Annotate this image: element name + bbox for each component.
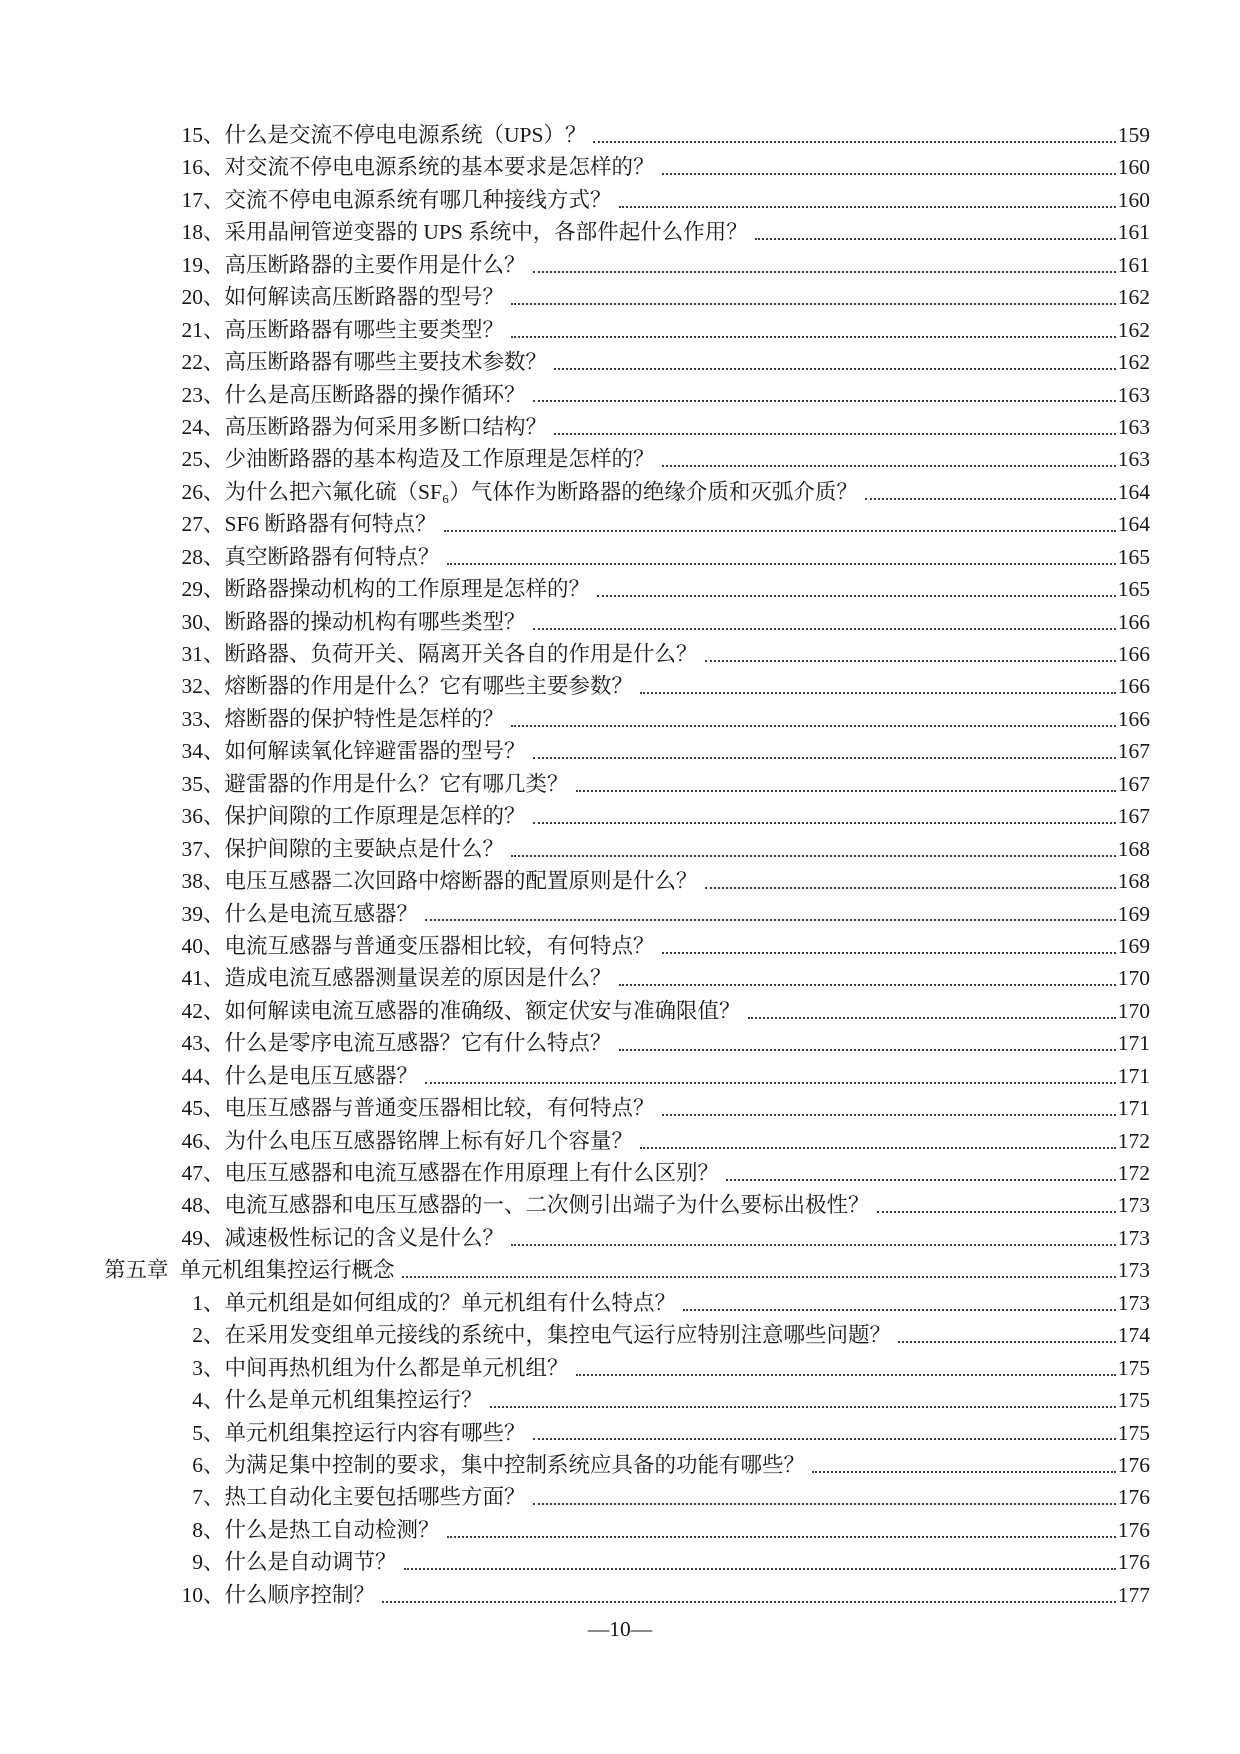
- toc-entry-page: 162: [1117, 285, 1150, 310]
- toc-entry-title: 如何解读电流互感器的准确级、额定伏安与准确限值？: [224, 998, 741, 1023]
- toc-entry-number: 16: [181, 155, 203, 180]
- toc-entry-separator: 、: [203, 1452, 225, 1477]
- toc-entry-separator: 、: [203, 933, 225, 958]
- toc-entry: [0, 1319, 1150, 1351]
- toc-entry-title: 保护间隙的工作原理是怎样的？: [224, 804, 526, 829]
- toc-entry-title: 电流互感器与普通变压器相比较，有何特点？: [224, 933, 655, 958]
- toc-entry-separator: 、: [203, 1485, 225, 1510]
- dot-leader: [619, 206, 1116, 208]
- toc-entry-separator: 、: [203, 1420, 225, 1445]
- toc-entry-separator: 、: [203, 414, 225, 439]
- toc-entry-separator: 、: [203, 674, 225, 699]
- toc-entry-page: 162: [1117, 350, 1150, 375]
- toc-entry-title: 高压断路器为何采用多断口结构？: [224, 414, 548, 439]
- toc-entry: [0, 865, 1150, 897]
- dot-leader: [619, 984, 1116, 986]
- toc-entry-number: 24: [181, 414, 203, 439]
- toc-entry: [0, 573, 1150, 605]
- dot-leader: [490, 1406, 1116, 1408]
- toc-entry-title: 断路器的操动机构有哪些类型？: [224, 609, 526, 634]
- toc-entry-page: 169: [1117, 901, 1150, 926]
- toc-entry: [0, 249, 1150, 281]
- toc-entry-title: 交流不停电电源系统有哪几种接线方式？: [224, 187, 612, 212]
- toc-entry-number: 48: [181, 1193, 203, 1218]
- toc-entry-page: 166: [1117, 642, 1150, 666]
- toc-entry-page: 161: [1117, 252, 1150, 277]
- dot-leader: [447, 1536, 1116, 1538]
- dot-leader: [662, 465, 1116, 467]
- toc-entry: [0, 151, 1150, 183]
- toc-entry-number: 22: [181, 350, 203, 375]
- dot-leader: [619, 1049, 1116, 1051]
- toc-entry-separator: 、: [203, 123, 225, 147]
- toc-entry-number: 34: [181, 739, 203, 764]
- toc-entry-separator: 、: [203, 512, 225, 537]
- toc-entry-number: 44: [181, 1063, 203, 1088]
- toc-chapter-label: 第五章: [104, 1258, 169, 1283]
- toc-entry-separator: 、: [203, 1225, 225, 1250]
- dot-leader: [812, 1471, 1116, 1473]
- dot-leader: [662, 1114, 1116, 1116]
- toc-entry-title: 为什么电压互感器铭牌上标有好几个容量？: [224, 1128, 634, 1153]
- dot-leader: [705, 660, 1116, 662]
- toc-entry-number: 47: [181, 1161, 203, 1185]
- toc-entry-page: 162: [1117, 317, 1150, 342]
- dot-leader: [425, 919, 1116, 921]
- toc-entry-separator: 、: [203, 1388, 225, 1413]
- toc-entry-number: 2: [192, 1323, 203, 1348]
- toc-entry-separator: 、: [203, 1031, 225, 1056]
- dot-leader: [533, 400, 1116, 402]
- toc-entry-page: 174: [1117, 1323, 1150, 1348]
- toc-entry: [0, 703, 1150, 735]
- page-number: —10—: [587, 1617, 653, 1641]
- toc-entry-title: 如何解读高压断路器的型号？: [224, 285, 505, 310]
- toc-entry: [0, 1157, 1150, 1189]
- dot-leader: [533, 1438, 1116, 1440]
- toc-entry-number: 29: [181, 577, 203, 602]
- toc-entry-separator: 、: [203, 1290, 225, 1315]
- toc-entry-separator: 、: [203, 479, 225, 504]
- toc-entry-number: 26: [181, 479, 203, 504]
- toc-entry-page: 173: [1117, 1290, 1150, 1315]
- toc-entry-title: 什么是自动调节？: [224, 1550, 397, 1575]
- toc-entry-title: 电压互感器二次回路中熔断器的配置原则是什么？: [224, 869, 698, 894]
- toc-entry-separator: 、: [203, 1128, 225, 1153]
- dot-leader: [640, 1147, 1116, 1149]
- toc-entry-number: 28: [181, 544, 203, 569]
- toc-entry-page: 166: [1117, 674, 1150, 699]
- toc-entry-title: 对交流不停电电源系统的基本要求是怎样的？: [224, 155, 655, 180]
- dot-leader: [593, 141, 1115, 143]
- toc-entry-number: 15: [181, 123, 203, 147]
- toc-entry-number: 19: [181, 252, 203, 277]
- toc-entry-number: 10: [181, 1582, 203, 1607]
- toc-entry: [0, 1384, 1150, 1416]
- toc-entry-page: 160: [1117, 155, 1150, 180]
- toc-entry-separator: 、: [203, 252, 225, 277]
- toc-entry: [0, 379, 1150, 411]
- toc-entry-page: 170: [1117, 966, 1150, 991]
- toc-entry-page: 163: [1117, 447, 1150, 472]
- toc-entry-number: 7: [192, 1485, 203, 1510]
- toc-entry-page: 160: [1117, 187, 1150, 212]
- toc-entry: [0, 1027, 1150, 1059]
- toc-entry-separator: 、: [203, 771, 225, 796]
- toc-entry-number: 18: [181, 220, 203, 245]
- toc-entry: [0, 443, 1150, 475]
- toc-entry-page: 166: [1117, 609, 1150, 634]
- toc-entry: [0, 184, 1150, 216]
- toc-entry: [0, 1449, 1150, 1481]
- toc-entry-separator: 、: [203, 1096, 225, 1121]
- toc-entry-separator: 、: [203, 544, 225, 569]
- toc-entry-separator: 、: [203, 1355, 225, 1380]
- toc-entry-page: 171: [1117, 1063, 1150, 1088]
- toc-chapter-entry: [0, 1254, 1150, 1286]
- toc-entry-title: 什么是交流不停电电源系统（UPS）？: [224, 123, 587, 147]
- toc-entry-number: 42: [181, 998, 203, 1023]
- toc-entry-separator: 、: [203, 220, 225, 245]
- toc-entry-separator: 、: [203, 1323, 225, 1348]
- toc-entry-separator: 、: [203, 706, 225, 731]
- toc-entry-separator: 、: [203, 1193, 225, 1218]
- toc-entry: [0, 1125, 1150, 1157]
- toc-entry-number: 46: [181, 1128, 203, 1153]
- toc-entry: [0, 670, 1150, 702]
- dot-leader: [726, 1179, 1116, 1181]
- toc-entry-separator: 、: [203, 739, 225, 764]
- toc-entry-page: 166: [1117, 706, 1150, 731]
- toc-entry: [0, 1189, 1150, 1221]
- dot-leader: [576, 1374, 1116, 1376]
- toc-entry-page: 175: [1117, 1388, 1150, 1413]
- toc-entry-page: 165: [1117, 544, 1150, 569]
- toc-entry-number: 41: [181, 966, 203, 991]
- toc-entry-page: 167: [1117, 739, 1150, 764]
- dot-leader: [865, 498, 1116, 500]
- toc-entry: [0, 1060, 1150, 1092]
- toc-entry-separator: 、: [203, 155, 225, 180]
- toc-entry: [0, 314, 1150, 346]
- toc-entry-title: 熔断器的作用是什么？它有哪些主要参数？: [224, 674, 634, 699]
- toc-entry: [0, 1222, 1150, 1254]
- toc-entry-title: 电流互感器和电压互感器的一、二次侧引出端子为什么要标出极性？: [224, 1193, 870, 1218]
- toc-entry: [0, 541, 1150, 573]
- toc-entry-number: 17: [181, 187, 203, 212]
- toc-entry-page: 172: [1117, 1161, 1150, 1185]
- toc-entry: [0, 898, 1150, 930]
- toc-entry: [0, 1579, 1150, 1611]
- toc-entry-title: 什么是高压断路器的操作循环？: [224, 382, 526, 407]
- toc-entry-page: 168: [1117, 869, 1150, 894]
- toc-entry-separator: 、: [203, 350, 225, 375]
- toc-entry-number: 43: [181, 1031, 203, 1056]
- toc-entry-page: 175: [1117, 1355, 1150, 1380]
- toc-entry-title: 电压互感器与普通变压器相比较，有何特点？: [224, 1096, 655, 1121]
- toc-entry-title: 为满足集中控制的要求，集中控制系统应具备的功能有哪些？: [224, 1452, 806, 1477]
- dot-leader: [425, 1082, 1116, 1084]
- dot-leader: [533, 757, 1116, 759]
- toc-entry-page: 169: [1117, 933, 1150, 958]
- toc-entry-separator: 、: [203, 1517, 225, 1542]
- toc-entry-separator: 、: [203, 966, 225, 991]
- toc-entry-number: 49: [181, 1225, 203, 1250]
- toc-entry-page: 163: [1117, 382, 1150, 407]
- toc-entry-title: 为什么把六氟化硫（SF₆）气体作为断路器的绝缘介质和灭弧介质？: [224, 479, 858, 504]
- toc-entry-number: 39: [181, 901, 203, 926]
- toc-entry-title: 少油断路器的基本构造及工作原理是怎样的？: [224, 447, 655, 472]
- toc-entry: [0, 930, 1150, 962]
- toc-entry-title: 如何解读氧化锌避雷器的型号？: [224, 739, 526, 764]
- toc-entry-page: 175: [1117, 1420, 1150, 1445]
- toc-entry: [0, 1092, 1150, 1124]
- toc-entry-number: 31: [181, 642, 203, 666]
- toc-entry-page: 177: [1117, 1582, 1150, 1607]
- toc-entry-page: 170: [1117, 998, 1150, 1023]
- dot-leader: [404, 1568, 1116, 1570]
- toc-entry-title: 断路器、负荷开关、隔离开关各自的作用是什么？: [224, 642, 698, 666]
- toc-entry-number: 21: [181, 317, 203, 342]
- toc-entry-title: 在采用发变组单元接线的系统中，集控电气运行应特别注意哪些问题？: [224, 1323, 892, 1348]
- toc-entry-title: 电压互感器和电流互感器在作用原理上有什么区别？: [224, 1161, 720, 1185]
- toc-entry-separator: 、: [203, 804, 225, 829]
- toc-entry-separator: 、: [203, 285, 225, 310]
- dot-leader: [877, 1211, 1116, 1213]
- toc-entry: [0, 638, 1150, 670]
- toc-entry-separator: 、: [203, 836, 225, 861]
- toc-entry-number: 3: [192, 1355, 203, 1380]
- toc-entry: [0, 1352, 1150, 1384]
- toc-entry-page: 173: [1117, 1225, 1150, 1250]
- toc-entry-number: 4: [192, 1388, 203, 1413]
- toc-entry: [0, 346, 1150, 378]
- toc-entry: [0, 768, 1150, 800]
- toc-entry: [0, 1481, 1150, 1513]
- toc-entry-separator: 、: [203, 317, 225, 342]
- toc-entry-separator: 、: [203, 1550, 225, 1575]
- toc-entry-title: SF6 断路器有何特点？: [224, 512, 437, 537]
- toc-entry-title: 什么是电流互感器？: [224, 901, 419, 926]
- toc-entry-page: 171: [1117, 1096, 1150, 1121]
- toc-entry-number: 6: [192, 1452, 203, 1477]
- dot-leader: [683, 1309, 1116, 1311]
- dot-leader: [533, 271, 1116, 273]
- dot-leader: [447, 563, 1116, 565]
- toc-entry: [0, 962, 1150, 994]
- toc-entry: [0, 476, 1150, 508]
- dot-leader: [640, 692, 1116, 694]
- toc-chapter-title: 单元机组集控运行概念: [179, 1258, 395, 1283]
- toc-entry-title: 熔断器的保护特性是怎样的？: [224, 706, 505, 731]
- toc-entry: [0, 1287, 1150, 1319]
- toc-entry: [0, 281, 1150, 313]
- toc-entry-number: 20: [181, 285, 203, 310]
- toc-entry-number: 40: [181, 933, 203, 958]
- toc-entry-page: 173: [1117, 1258, 1150, 1283]
- dot-leader: [748, 1017, 1116, 1019]
- dot-leader: [511, 336, 1116, 338]
- toc-entry: [0, 606, 1150, 638]
- toc-entry-separator: 、: [203, 1582, 225, 1607]
- toc-entry-title: 热工自动化主要包括哪些方面？: [224, 1485, 526, 1510]
- page-footer: [0, 1614, 1240, 1644]
- toc-entry-number: 27: [181, 512, 203, 537]
- toc-entry-separator: 、: [203, 1063, 225, 1088]
- toc-entry-title: 中间再热机组为什么都是单元机组？: [224, 1355, 569, 1380]
- toc-entry-page: 161: [1117, 220, 1150, 245]
- toc-entry: [0, 1546, 1150, 1578]
- dot-leader: [511, 1244, 1116, 1246]
- dot-leader: [597, 595, 1116, 597]
- toc-entry-title: 高压断路器有哪些主要类型？: [224, 317, 505, 342]
- toc-entry-number: 30: [181, 609, 203, 634]
- dot-leader: [755, 238, 1116, 240]
- toc-entry-page: 176: [1117, 1485, 1150, 1510]
- toc-entry-number: 1: [192, 1290, 203, 1315]
- toc-entry-number: 36: [181, 804, 203, 829]
- toc-entry-title: 断路器操动机构的工作原理是怎样的？: [224, 577, 591, 602]
- toc-entry-page: 172: [1117, 1128, 1150, 1153]
- toc-entry: [0, 800, 1150, 832]
- dot-leader: [662, 952, 1116, 954]
- toc-entry-page: 176: [1117, 1452, 1150, 1477]
- toc-entry-separator: 、: [203, 187, 225, 212]
- toc-entry: [0, 735, 1150, 767]
- toc-entry-separator: 、: [203, 869, 225, 894]
- toc-entry-number: 38: [181, 869, 203, 894]
- dot-leader: [662, 173, 1116, 175]
- toc-entry-page: 176: [1117, 1550, 1150, 1575]
- toc-entry-title: 单元机组集控运行内容有哪些？: [224, 1420, 526, 1445]
- toc-entry-page: 159: [1117, 123, 1150, 147]
- toc-entry-number: 8: [192, 1517, 203, 1542]
- toc-entry-separator: 、: [203, 998, 225, 1023]
- toc-entry-page: 168: [1117, 836, 1150, 861]
- dot-leader: [554, 368, 1116, 370]
- toc-entry-page: 173: [1117, 1193, 1150, 1218]
- toc-entry: [0, 411, 1150, 443]
- toc-entry-number: 33: [181, 706, 203, 731]
- toc-entry-number: 9: [192, 1550, 203, 1575]
- dot-leader: [511, 725, 1116, 727]
- table-of-contents: [0, 119, 1150, 1611]
- dot-leader: [444, 530, 1116, 532]
- toc-entry-page: 167: [1117, 771, 1150, 796]
- toc-entry-title: 高压断路器的主要作用是什么？: [224, 252, 526, 277]
- toc-entry-title: 什么是零序电流互感器？它有什么特点？: [224, 1031, 612, 1056]
- toc-entry-title: 保护间隙的主要缺点是什么？: [224, 836, 505, 861]
- toc-entry-page: 165: [1117, 577, 1150, 602]
- toc-entry-number: 5: [192, 1420, 203, 1445]
- toc-entry-title: 采用晶闸管逆变器的 UPS 系统中，各部件起什么作用？: [224, 220, 748, 245]
- dot-leader: [576, 790, 1116, 792]
- toc-entry-separator: 、: [203, 1161, 225, 1185]
- toc-entry-page: 171: [1117, 1031, 1150, 1056]
- toc-entry-title: 造成电流互感器测量误差的原因是什么？: [224, 966, 612, 991]
- toc-entry: [0, 995, 1150, 1027]
- toc-entry-title: 避雷器的作用是什么？它有哪几类？: [224, 771, 569, 796]
- toc-entry-number: 45: [181, 1096, 203, 1121]
- toc-entry-title: 单元机组是如何组成的？单元机组有什么特点？: [224, 1290, 677, 1315]
- toc-entry-page: 167: [1117, 804, 1150, 829]
- toc-entry-separator: 、: [203, 642, 225, 666]
- dot-leader: [511, 855, 1116, 857]
- dot-leader: [382, 1601, 1116, 1603]
- dot-leader: [402, 1276, 1116, 1278]
- toc-entry: [0, 1417, 1150, 1449]
- toc-entry-number: 25: [181, 447, 203, 472]
- toc-entry-title: 真空断路器有何特点？: [224, 544, 440, 569]
- toc-entry-separator: 、: [203, 577, 225, 602]
- toc-entry-title: 什么顺序控制？: [224, 1582, 376, 1607]
- toc-entry-number: 23: [181, 382, 203, 407]
- toc-entry: [0, 216, 1150, 248]
- toc-entry-page: 163: [1117, 414, 1150, 439]
- dot-leader: [511, 303, 1116, 305]
- toc-entry: [0, 119, 1150, 151]
- toc-entry-number: 35: [181, 771, 203, 796]
- toc-entry-number: 32: [181, 674, 203, 699]
- toc-entry-number: 37: [181, 836, 203, 861]
- toc-entry-title: 什么是电压互感器？: [224, 1063, 419, 1088]
- toc-entry-separator: 、: [203, 901, 225, 926]
- toc-entry: [0, 833, 1150, 865]
- dot-leader: [554, 433, 1116, 435]
- dot-leader: [898, 1341, 1116, 1343]
- dot-leader: [533, 822, 1116, 824]
- dot-leader: [533, 628, 1116, 630]
- toc-entry-separator: 、: [203, 447, 225, 472]
- toc-entry-title: 什么是单元机组集控运行？: [224, 1388, 483, 1413]
- toc-entry: [0, 1514, 1150, 1546]
- toc-entry: [0, 508, 1150, 540]
- toc-entry-page: 176: [1117, 1517, 1150, 1542]
- toc-entry-separator: 、: [203, 382, 225, 407]
- toc-entry-title: 减速极性标记的含义是什么？: [224, 1225, 505, 1250]
- toc-entry-separator: 、: [203, 609, 225, 634]
- toc-entry-page: 164: [1117, 512, 1150, 537]
- dot-leader: [533, 1503, 1116, 1505]
- toc-entry-title: 什么是热工自动检测？: [224, 1517, 440, 1542]
- toc-entry-title: 高压断路器有哪些主要技术参数？: [224, 350, 548, 375]
- dot-leader: [705, 887, 1116, 889]
- toc-entry-page: 164: [1117, 479, 1150, 504]
